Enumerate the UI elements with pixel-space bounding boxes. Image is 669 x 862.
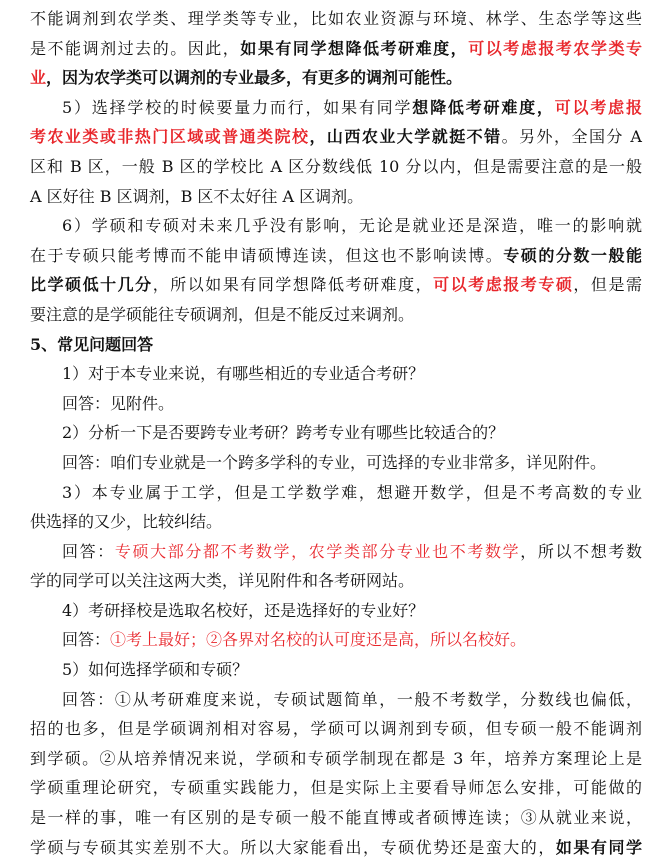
faq-answer (30, 685, 642, 715)
paragraph-line (30, 63, 642, 93)
paragraph-line (30, 182, 642, 212)
text-run: 3）本专业属于工学，但是工学数学难，想避开数学，但是不考高数的专业 (62, 482, 642, 502)
bold-text-run: 如果有同学 (555, 837, 642, 857)
text-run: 回答：咱们专业就是一个跨多学科的专业，可选择的专业非常多，详见附件。 (62, 452, 607, 472)
text-run: A 区好往 B 区调剂，B 区不太好往 A 区调剂。 (30, 186, 364, 206)
red-bold-text-run: 可以考虑报考农学类专 (468, 38, 642, 58)
paragraph-line (30, 93, 642, 123)
text-run: 区和 B 区，一般 B 区的学校比 A 区分数线低 10 分以内，但是需要注意的是一般 (30, 156, 642, 176)
faq-answer (30, 537, 642, 567)
bold-text-run: 比学硕低十几分 (30, 275, 153, 295)
bold-text-run: 如果有同学想降低考研难度， (240, 38, 469, 58)
faq-answer (30, 803, 642, 833)
faq-answer (30, 566, 642, 596)
faq-question (30, 507, 642, 537)
text-run: 供选择的又少，比较纠结。 (30, 512, 223, 532)
text-run: 学的同学可以关注这两大类，详见附件和各考研网站。 (30, 571, 415, 591)
text-run: 6）学硕和专硕对未来几乎没有影响，无论是就业还是深造，唯一的影响就 (62, 216, 642, 236)
text-run: 回答：见附件。 (62, 393, 175, 413)
faq-answer (30, 773, 642, 803)
text-run: 1）对于本专业来说，有哪些相近的专业适合考研？ (62, 364, 425, 384)
text-run: 学硕与专硕其实差别不大。所以大家能看出，专硕优势还是蛮大的， (30, 837, 556, 857)
text-run: 5）选择学校的时候要量力而行，如果有同学 (62, 97, 413, 117)
faq-answer (30, 714, 642, 744)
bold-text-run: 专硕的分数一般能 (503, 245, 642, 265)
faq-question (30, 596, 642, 626)
red-bold-text-run: 业 (30, 68, 47, 88)
text-run: 回答：①从考研难度来说，专硕试题简单，一般不考数学，分数线也偏低， (62, 689, 642, 709)
text-run: ，但是需 (573, 275, 642, 295)
faq-answer (30, 389, 642, 419)
section-heading: 5、常见问题回答 (30, 334, 154, 354)
text-run: 在于专硕只能考博而不能申请硕博连读，但这也不影响读博。 (30, 245, 504, 265)
bold-text-run: 想降低考研难度， (412, 97, 555, 117)
red-bold-text-run: 考农业类或非热门区域或普通类院校 (30, 127, 310, 147)
text-run: 是一样的事，唯一有区别的是专硕一般不能直博或者硕博连读；③从就业来说， (30, 808, 642, 828)
faq-question (30, 418, 642, 448)
paragraph-line (30, 270, 642, 300)
bold-text-run: ，因为农学类可以调剂的专业最多，有更多的调剂可能性。 (46, 68, 463, 88)
text-run: 不能调剂到农学类、理学类等专业，比如农业资源与环境、林学、生态学等这些 (30, 9, 642, 28)
faq-question (30, 359, 642, 389)
text-run: 招的也多，但是学硕调剂相对容易，学硕可以调剂到专硕，但专硕一般不能调剂 (30, 719, 642, 739)
text-run: 要注意的是学硕能往专硕调剂，但是不能反过来调剂。 (30, 304, 415, 324)
faq-answer (30, 833, 642, 862)
red-text-run: 专硕大部分都不考数学，农学类部分专业也不考数学 (114, 541, 521, 561)
red-text-run: ①考上最好；②各界对名校的认可度还是高，所以名校好。 (110, 630, 527, 650)
text-run: 2）分析一下是否要跨专业考研？跨考专业有哪些比较适合的？ (62, 423, 505, 443)
paragraph-line (30, 34, 642, 64)
faq-answer (30, 448, 642, 478)
paragraph-line (30, 300, 642, 330)
text-run: 学硕重理论研究，专硕重实践能力，但是实际上主要看导师怎么安排，可能做的 (30, 778, 642, 798)
faq-question (30, 478, 642, 508)
red-bold-text-run: 可以考虑报考专硕 (433, 275, 574, 295)
faq-answer (30, 625, 642, 655)
document-page (30, 0, 642, 862)
faq-question (30, 655, 642, 685)
text-run: 是不能调剂过去的。因此， (30, 38, 241, 58)
paragraph-line (30, 211, 642, 241)
faq-answer (30, 744, 642, 774)
text-run: 回答： (62, 541, 115, 561)
text-run: 。另外，全国分 A (501, 127, 642, 147)
text-run: 5）如何选择学硕和专硕？ (62, 660, 249, 680)
red-bold-text-run: 可以考虑报 (554, 97, 642, 117)
text-run: 4）考研择校是选取名校好，还是选择好的专业好？ (62, 600, 425, 620)
bold-text-run: ，山西农业大学就挺不错 (309, 127, 502, 147)
paragraph-line (30, 241, 642, 271)
paragraph-line (30, 122, 642, 152)
paragraph-line (30, 4, 642, 34)
text-run: ，所以如果有同学想降低考研难度， (152, 275, 434, 295)
text-run: ，所以不想考数 (520, 541, 642, 561)
paragraph-line (30, 152, 642, 182)
text-run: 到学硕。②从培养情况来说，学硕和专硕学制现在都是 3 年，培养方案理论上是 (30, 748, 642, 768)
text-run: 回答： (62, 630, 111, 650)
